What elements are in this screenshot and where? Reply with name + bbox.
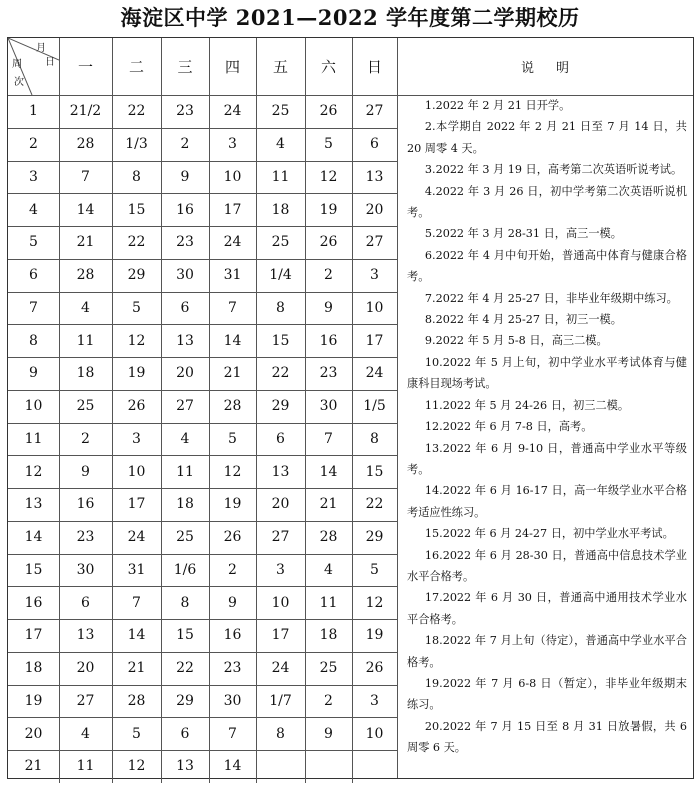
- date-cell: 9: [324, 299, 333, 316]
- date-cell: 3: [370, 267, 379, 284]
- date-cell: 19: [365, 627, 384, 644]
- week-number-cell: 17: [24, 627, 43, 644]
- corner-order-label: 次: [14, 77, 24, 88]
- date-cell: 28: [76, 267, 95, 284]
- weekday-header: 五: [272, 58, 288, 76]
- date-cell: 4: [276, 136, 285, 153]
- date-cell: 9: [180, 168, 190, 185]
- week-number-cell: 18: [24, 660, 43, 677]
- date-cell: 27: [271, 529, 290, 546]
- notes-header: 说明: [520, 61, 591, 76]
- date-cell: 25: [271, 103, 290, 120]
- date-cell: 21: [127, 660, 146, 677]
- date-cell: 1/6: [173, 561, 197, 578]
- note-item: 9.2022 年 5 月 5-8 日，高三二模。: [424, 334, 608, 348]
- date-cell: 11: [176, 463, 194, 480]
- date-cell: 25: [271, 234, 290, 251]
- date-cell: 24: [223, 103, 242, 120]
- note-item: 18.2022 年 7 月上旬（待定），普通高中学业水平合格考。: [407, 634, 687, 669]
- date-cell: 6: [180, 299, 190, 316]
- date-cell: 31: [223, 267, 242, 284]
- date-cell: 6: [276, 430, 285, 447]
- date-cell: 9: [228, 594, 237, 611]
- date-cell: 29: [271, 398, 290, 415]
- week-number-cell: 3: [29, 168, 38, 185]
- date-cell: 14: [127, 627, 146, 644]
- date-cell: 6: [370, 136, 379, 153]
- note-item: 16.2022 年 6 月 28-30 日，普通高中信息技术学业水平合格考。: [407, 548, 687, 583]
- date-cell: 26: [127, 398, 146, 415]
- date-cell: 15: [365, 463, 384, 480]
- date-cell: 24: [127, 529, 146, 546]
- date-cell: 27: [176, 398, 194, 415]
- date-cell: 12: [319, 168, 338, 185]
- date-cell: 8: [276, 725, 285, 742]
- date-cell: 8: [180, 594, 190, 611]
- date-cell: 30: [223, 692, 242, 709]
- date-cell: 16: [223, 627, 242, 644]
- date-cell: 20: [365, 201, 384, 218]
- date-cell: 24: [271, 660, 290, 677]
- note-item: 2.本学期自 2022 年 2 月 21 日至 7 月 14 日，共 20 周零 4 天。: [407, 120, 687, 155]
- note-item: 13.2022 年 6 月 9-10 日，普通高中学业水平等级考。: [407, 441, 687, 476]
- note-item: 14.2022 年 6 月 16-17 日，高一年级学业水平合格考适应性练习。: [407, 484, 687, 519]
- date-cell: 12: [365, 594, 384, 611]
- date-cell: 31: [127, 561, 146, 578]
- date-cell: 17: [223, 201, 242, 218]
- date-cell: 7: [81, 168, 90, 185]
- week-number-cell: 11: [24, 430, 43, 447]
- school-calendar-table: [7, 37, 694, 779]
- note-item: 4.2022 年 3 月 26 日，初中学考第二次英语听说机考。: [407, 184, 687, 220]
- notes-list: [397, 95, 693, 759]
- date-cell: 22: [176, 660, 194, 677]
- note-item: 11.2022 年 5 月 24-26 日，初三二模。: [424, 398, 630, 412]
- date-cell: 23: [319, 365, 338, 382]
- date-cell: 23: [223, 660, 242, 677]
- date-cell: 26: [223, 529, 242, 546]
- date-cell: 30: [76, 561, 95, 578]
- note-item: 1.2022 年 2 月 21 日开学。: [424, 99, 571, 112]
- date-cell: 7: [228, 725, 237, 742]
- date-cell: 4: [81, 725, 90, 742]
- note-item: 3.2022 年 3 月 19 日，高考第二次英语听说考试。: [424, 163, 683, 177]
- date-cell: 29: [127, 267, 146, 284]
- date-cell: 21: [223, 365, 242, 382]
- note-item: 12.2022 年 6 月 7-8 日，高考。: [424, 420, 593, 434]
- date-cell: 25: [76, 398, 95, 415]
- date-cell: 17: [365, 332, 384, 349]
- date-cell: 13: [176, 332, 194, 349]
- date-cell: 6: [81, 594, 90, 611]
- week-number-cell: 9: [29, 365, 38, 382]
- date-cell: 14: [223, 332, 242, 349]
- date-cell: 29: [365, 529, 384, 546]
- date-cell: 13: [271, 463, 290, 480]
- date-cell: 23: [76, 529, 95, 546]
- date-cell: 10: [365, 725, 384, 742]
- page-title: 海淀区中学 2021—2022 学年度第二学期校历: [120, 5, 580, 30]
- date-cell: 30: [176, 267, 194, 284]
- date-cell: 25: [319, 660, 338, 677]
- date-cell: 2: [81, 430, 90, 447]
- date-cell: 28: [223, 398, 242, 415]
- date-cell: 14: [319, 463, 338, 480]
- date-cell: 10: [365, 299, 384, 316]
- week-number-cell: 1: [29, 103, 38, 120]
- date-cell: 4: [81, 299, 90, 316]
- date-cell: 26: [319, 103, 338, 120]
- date-cell: 21: [319, 496, 338, 513]
- date-cell: [352, 750, 397, 783]
- date-cell: 24: [365, 365, 384, 382]
- date-cell: 5: [132, 299, 141, 316]
- week-number-cell: 8: [29, 332, 38, 349]
- date-cell: 17: [127, 496, 146, 513]
- date-cell: 22: [127, 234, 146, 251]
- corner-month-label: 月: [36, 43, 46, 54]
- date-cell: 18: [271, 201, 290, 218]
- date-cell: 16: [76, 496, 95, 513]
- date-cell: 3: [228, 136, 237, 153]
- week-number-cell: 14: [24, 529, 43, 546]
- date-cell: 19: [127, 365, 146, 382]
- weekday-header: 四: [224, 58, 240, 76]
- date-cell: 1/4: [269, 267, 292, 284]
- date-cell: 10: [271, 594, 290, 611]
- date-cell: 7: [324, 430, 333, 447]
- date-cell: 24: [223, 234, 242, 251]
- date-cell: 26: [365, 660, 384, 677]
- week-number-cell: 21: [24, 758, 43, 775]
- date-cell: 11: [319, 594, 338, 611]
- date-cell: 17: [271, 627, 290, 644]
- week-number-cell: 16: [24, 594, 43, 611]
- date-cell: 1/3: [125, 136, 148, 153]
- corner-week-label: 周: [12, 59, 22, 70]
- date-cell: 5: [132, 725, 141, 742]
- date-cell: 28: [319, 529, 338, 546]
- date-cell: 6: [180, 725, 190, 742]
- date-cell: 5: [324, 136, 333, 153]
- date-cell: 2: [180, 136, 190, 153]
- date-cell: [256, 750, 305, 783]
- date-cell: 12: [223, 463, 242, 480]
- date-cell: 11: [271, 168, 290, 185]
- date-cell: 27: [76, 692, 95, 709]
- week-number-cell: 5: [29, 234, 38, 251]
- week-number-cell: 6: [29, 267, 38, 284]
- date-cell: 23: [176, 234, 194, 251]
- date-cell: 25: [176, 529, 194, 546]
- week-number-cell: 2: [29, 136, 38, 153]
- date-cell: 5: [370, 561, 379, 578]
- week-number-cell: 12: [24, 463, 43, 480]
- date-cell: 9: [81, 463, 90, 480]
- date-cell: 1/5: [363, 398, 386, 415]
- date-cell: 29: [176, 692, 194, 709]
- date-cell: 16: [176, 201, 194, 218]
- date-cell: 20: [76, 660, 95, 677]
- date-cell: 21/2: [69, 103, 102, 120]
- date-cell: 5: [228, 430, 237, 447]
- date-cell: 8: [370, 430, 379, 447]
- note-item: 17.2022 年 6 月 30 日，普通高中通用技术学业水平合格考。: [407, 591, 687, 626]
- date-cell: 14: [76, 201, 95, 218]
- date-cell: 30: [319, 398, 338, 415]
- date-cell: 3: [370, 692, 379, 709]
- note-item: 6.2022 年 4 月中旬开始，普通高中体育与健康合格考。: [407, 248, 687, 284]
- week-number-cell: 7: [29, 299, 38, 316]
- date-cell: 8: [132, 168, 141, 185]
- date-cell: 10: [127, 463, 146, 480]
- date-cell: 2: [228, 561, 237, 578]
- date-cell: 7: [228, 299, 237, 316]
- note-item: 10.2022 年 5 月上旬，初中学业水平考试体育与健康科目现场考试。: [407, 355, 687, 391]
- date-cell: 19: [223, 496, 242, 513]
- week-number-cell: 4: [29, 201, 38, 218]
- note-item: 5.2022 年 3 月 28-31 日，高三一模。: [424, 227, 622, 241]
- weekday-header: 二: [128, 58, 144, 76]
- date-cell: 22: [127, 103, 146, 120]
- note-item: 19.2022 年 7 月 6-8 日（暂定），非毕业年级期末练习。: [407, 676, 687, 712]
- week-number-cell: 13: [24, 496, 43, 513]
- date-cell: 13: [76, 627, 95, 644]
- date-cell: 20: [176, 365, 194, 382]
- note-item: 8.2022 年 4 月 25-27 日，初三一模。: [424, 313, 622, 327]
- date-cell: 3: [132, 430, 141, 447]
- week-number-cell: 19: [24, 692, 43, 709]
- date-cell: 19: [319, 201, 338, 218]
- date-cell: [305, 750, 352, 783]
- date-cell: 11: [76, 332, 95, 349]
- weekday-header: 日: [366, 58, 382, 76]
- date-cell: 12: [127, 758, 146, 775]
- date-cell: 4: [180, 430, 190, 447]
- date-cell: 8: [276, 299, 285, 316]
- date-cell: 15: [127, 201, 146, 218]
- date-cell: 1/7: [269, 692, 292, 709]
- date-cell: 16: [319, 332, 338, 349]
- date-cell: 14: [223, 758, 242, 775]
- date-cell: 7: [132, 594, 141, 611]
- date-cell: 28: [76, 136, 95, 153]
- date-cell: 12: [127, 332, 146, 349]
- date-cell: 18: [76, 365, 95, 382]
- week-number-cell: 10: [24, 398, 43, 415]
- weekday-header: 三: [177, 58, 193, 76]
- date-cell: 10: [223, 168, 242, 185]
- date-cell: 15: [176, 627, 194, 644]
- date-cell: 13: [365, 168, 384, 185]
- date-cell: 27: [365, 234, 384, 251]
- date-cell: 4: [324, 561, 333, 578]
- date-cell: 27: [365, 103, 384, 120]
- note-item: 7.2022 年 4 月 25-27 日，非毕业年级期中练习。: [424, 291, 678, 305]
- week-number-cell: 15: [24, 561, 43, 578]
- weekday-header: 六: [320, 58, 336, 76]
- weekday-header: 一: [77, 58, 93, 76]
- date-cell: 22: [271, 365, 290, 382]
- note-item: 20.2022 年 7 月 15 日至 8 月 31 日放暑假，共 6 周零 6 天。: [407, 719, 687, 755]
- note-item: 15.2022 年 6 月 24-27 日，初中学业水平考试。: [424, 527, 674, 541]
- corner-day-label: 日: [45, 57, 55, 68]
- date-cell: 15: [271, 332, 290, 349]
- date-cell: 3: [276, 561, 285, 578]
- date-cell: 2: [324, 267, 333, 284]
- date-cell: 26: [319, 234, 338, 251]
- date-cell: 20: [271, 496, 290, 513]
- date-cell: 9: [324, 725, 333, 742]
- date-cell: 13: [176, 758, 194, 775]
- date-cell: 18: [176, 496, 194, 513]
- date-cell: 28: [127, 692, 146, 709]
- date-cell: 22: [365, 496, 384, 513]
- grid-vline: [397, 38, 398, 778]
- date-cell: 21: [76, 234, 95, 251]
- week-number-cell: 20: [24, 725, 43, 742]
- header-corner-cell: [8, 38, 59, 95]
- date-cell: 18: [319, 627, 338, 644]
- date-cell: 23: [176, 103, 194, 120]
- date-cell: 2: [324, 692, 333, 709]
- date-cell: 11: [76, 758, 95, 775]
